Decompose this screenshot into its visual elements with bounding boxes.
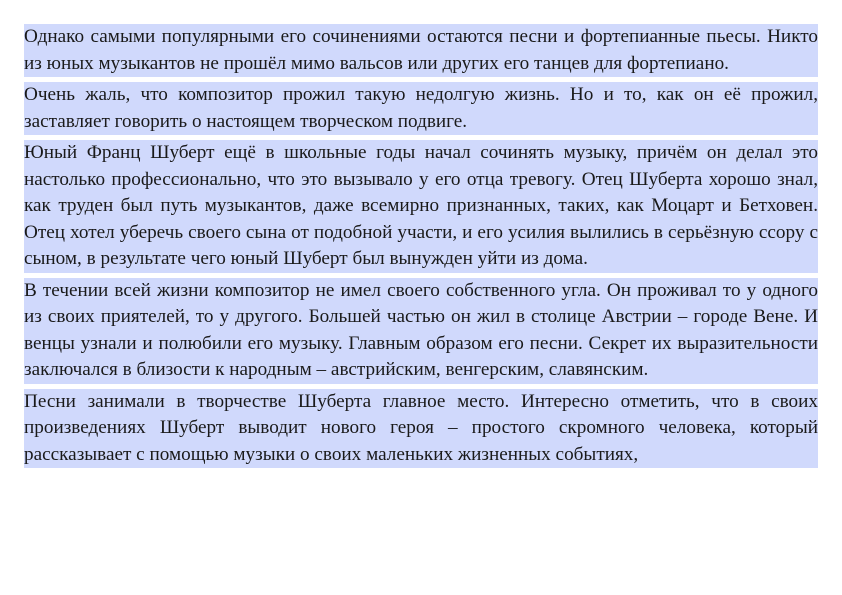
paragraph-5: Песни занимали в творчестве Шуберта главное место. Интересно отметить, что в своих произведениях Шуберт выводит нового героя – простого скромного человека, который рассказывает с помощью музыки о своих маленьких жизненных событиях, xyxy=(24,389,818,469)
paragraph-1: Однако самыми популярными его сочинениями остаются песни и фортепианные пьесы. Никто из юных музыкантов не прошёл мимо вальсов или других его танцев для фортепиано. xyxy=(24,24,818,77)
paragraph-2: Очень жаль, что композитор прожил такую недолгую жизнь. Но и то, как он её прожил, заставляет говорить о настоящем творческом подвиге. xyxy=(24,82,818,135)
paragraph-4: В течении всей жизни композитор не имел своего собственного угла. Он проживал то у одного из своих приятелей, то у другого. Большей частью он жил в столице Австрии – городе Вене. И венцы узнали и полюбили его музыку. Главным образом его песни. Секрет их выразительности заключался в близости к народным – австрийским, венгерским, славянским. xyxy=(24,278,818,384)
paragraph-3: Юный Франц Шуберт ещё в школьные годы начал сочинять музыку, причём он делал это настолько профессионально, что это вызывало у его отца тревогу. Отец Шуберта хорошо знал, как труден был путь музыкантов, даже всемирно признанных, таких, как Моцарт и Бетховен. Отец хотел уберечь своего сына от подобной участи, и его усилия вылились в серьёзную ссору с сыном, в результате чего юный Шуберт был вынужден уйти из дома. xyxy=(24,140,818,273)
document-page xyxy=(24,24,818,473)
